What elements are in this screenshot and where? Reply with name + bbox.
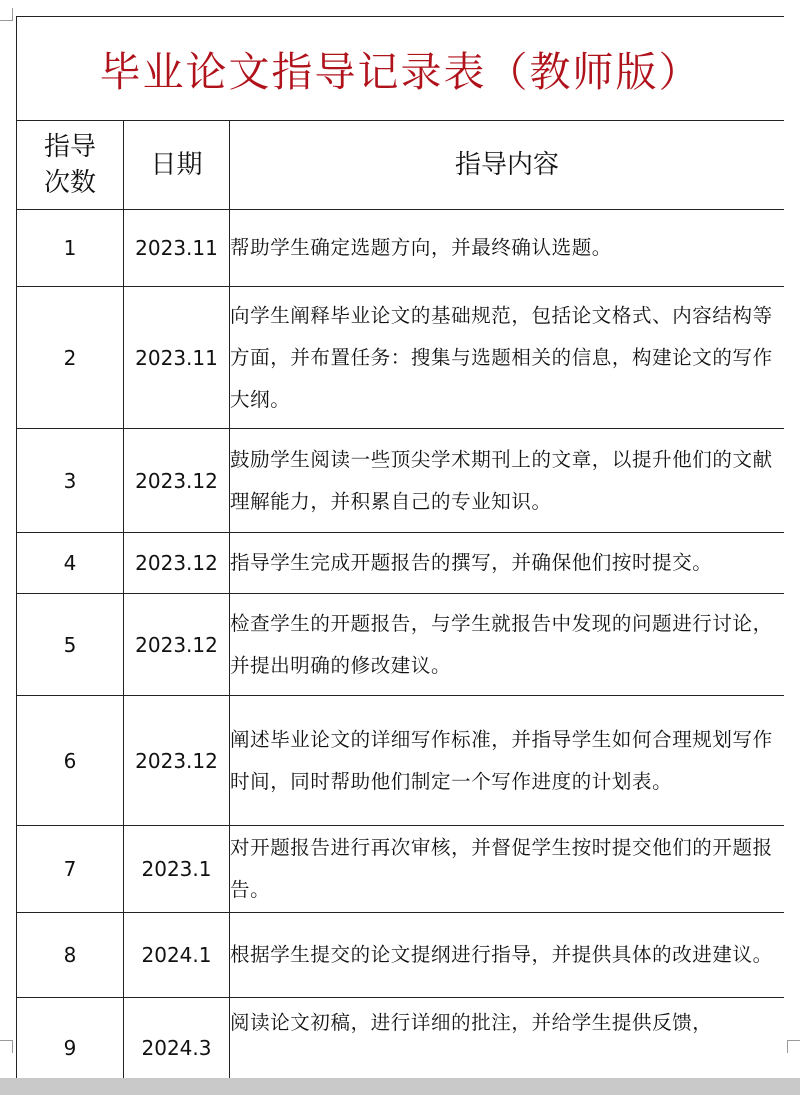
row-content: 阐述毕业论文的详细写作标准，并指导学生如何合理规划写作时间，同时帮助他们制定一个写作进度的计划表。	[230, 696, 785, 826]
table-row	[17, 913, 785, 998]
header-content: 指导内容	[230, 121, 785, 210]
row-content: 帮助学生确定选题方向，并最终确认选题。	[230, 210, 785, 287]
margin-corner-mark	[0, 8, 13, 21]
row-date: 2023.11	[124, 287, 230, 429]
row-content: 根据学生提交的论文提纲进行指导，并提供具体的改进建议。	[230, 913, 785, 998]
row-number: 4	[17, 533, 124, 594]
margin-corner-mark	[787, 1040, 800, 1053]
record-sheet	[16, 16, 784, 1095]
row-number: 9	[17, 998, 124, 1095]
title-row	[17, 17, 785, 121]
row-date: 2024.3	[124, 998, 230, 1095]
row-date: 2023.12	[124, 696, 230, 826]
table-row	[17, 696, 785, 826]
document-title: 毕业论文指导记录表（教师版）	[99, 48, 702, 96]
row-date: 2023.12	[124, 429, 230, 533]
row-content: 对开题报告进行再次审核，并督促学生按时提交他们的开题报告。	[230, 826, 785, 913]
guidance-record-table	[16, 16, 784, 1095]
row-content: 阅读论文初稿，进行详细的批注，并给学生提供反馈，	[230, 998, 785, 1095]
row-content: 指导学生完成开题报告的撰写，并确保他们按时提交。	[230, 533, 785, 594]
table-row	[17, 826, 785, 913]
row-number: 2	[17, 287, 124, 429]
row-content: 向学生阐释毕业论文的基础规范，包括论文格式、内容结构等方面，并布置任务：搜集与选题相关的信息，构建论文的写作大纲。	[230, 287, 785, 429]
row-content: 检查学生的开题报告，与学生就报告中发现的问题进行讨论，并提出明确的修改建议。	[230, 594, 785, 696]
table-row	[17, 210, 785, 287]
margin-corner-mark	[0, 1040, 13, 1053]
header-date: 日期	[124, 121, 230, 210]
row-date: 2023.1	[124, 826, 230, 913]
table-row	[17, 594, 785, 696]
page-bottom-edge	[0, 1078, 800, 1095]
title-cell	[17, 17, 785, 121]
row-number: 5	[17, 594, 124, 696]
header-row	[17, 121, 785, 210]
row-number: 1	[17, 210, 124, 287]
table-row	[17, 429, 785, 533]
row-number: 8	[17, 913, 124, 998]
row-number: 7	[17, 826, 124, 913]
row-content: 鼓励学生阅读一些顶尖学术期刊上的文章，以提升他们的文献理解能力，并积累自己的专业知识。	[230, 429, 785, 533]
row-date: 2023.12	[124, 594, 230, 696]
header-count: 指导次数	[17, 121, 124, 210]
row-date: 2023.11	[124, 210, 230, 287]
table-row	[17, 287, 785, 429]
row-number: 6	[17, 696, 124, 826]
row-date: 2024.1	[124, 913, 230, 998]
row-date: 2023.12	[124, 533, 230, 594]
table-row	[17, 533, 785, 594]
row-number: 3	[17, 429, 124, 533]
